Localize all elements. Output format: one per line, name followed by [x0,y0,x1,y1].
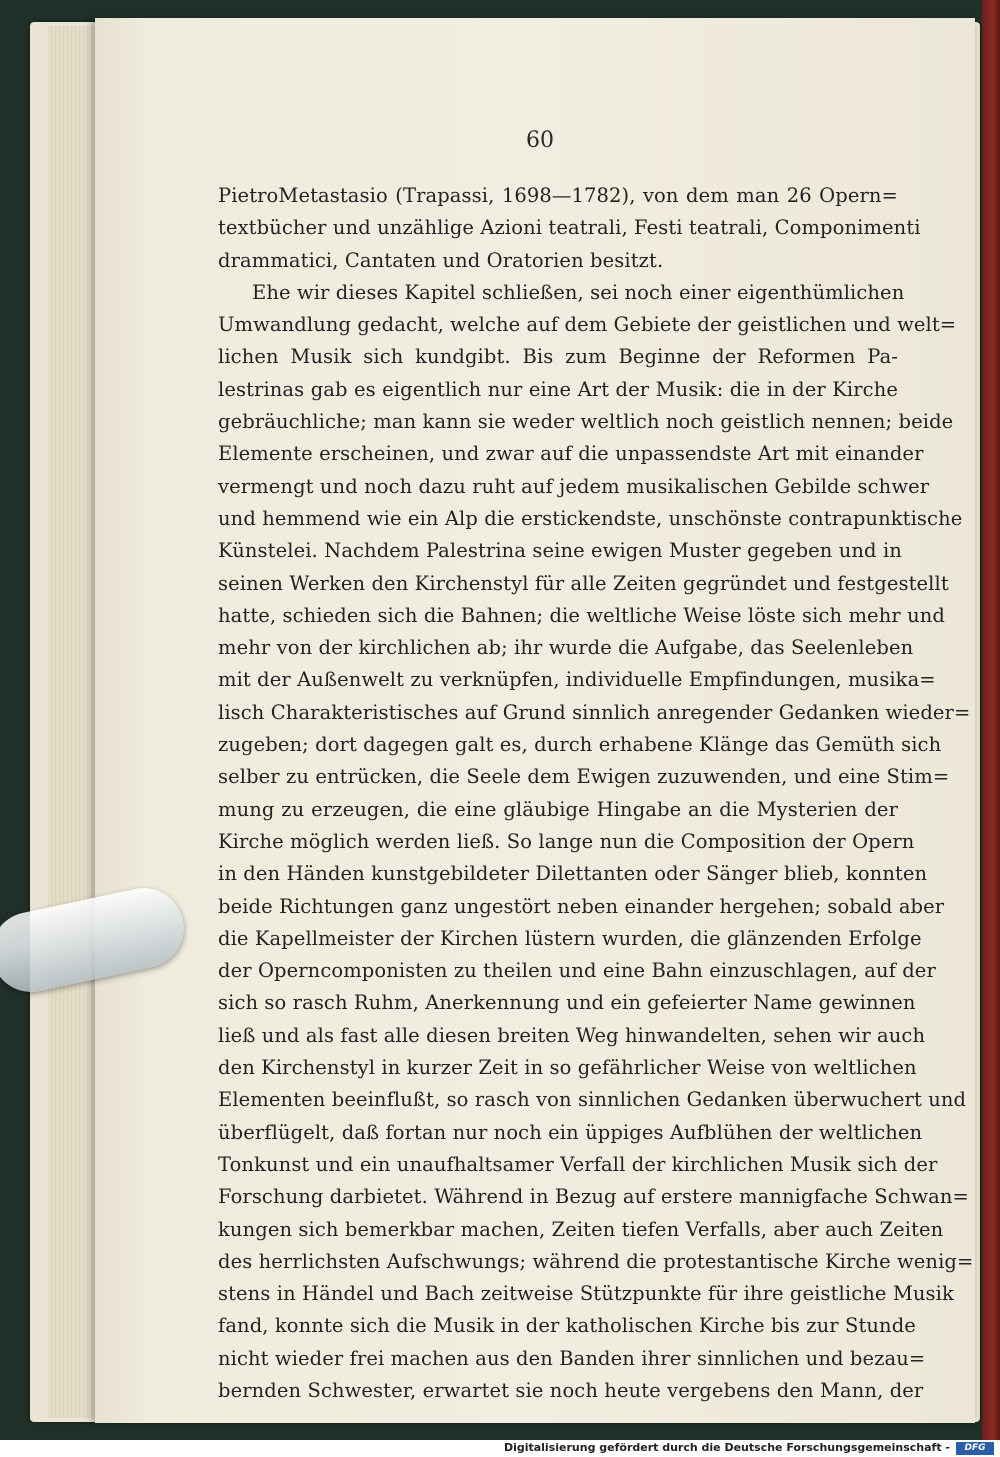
text-line: vermengt und noch dazu ruht auf jedem musikalischen Gebilde schwer [218,474,930,498]
text-line: fand, konnte sich die Musik in der katholischen Kirche bis zur Stunde [218,1314,916,1338]
text-line: beide Richtungen ganz ungestört neben einander hergehen; sobald aber [218,894,945,918]
text-line: Elementen beeinflußt, so rasch von sinnlichen Gedanken überwuchert und [218,1088,967,1112]
text-line: des herrlichsten Aufschwungs; während die protestantische Kirche wenig= [218,1249,974,1273]
text-line: lisch Charakteristisches auf Grund sinnlich anregender Gedanken wieder= [218,700,971,724]
text-line: lichen Musik sich kundgibt. Bis zum Beginne der Reformen Pa- [218,345,898,369]
text-line: und hemmend wie ein Alp die erstickendste, unschönste contrapunktische [218,506,963,530]
text-line: hatte, schieden sich die Bahnen; die weltliche Weise löste sich mehr und [218,603,945,627]
text-line: Tonkunst und ein unaufhaltsamer Verfall der kirchlichen Musik sich der [218,1152,938,1176]
text-line: lestrinas gab es eigentlich nur eine Art der Musik: die in der Kirche [218,377,898,401]
text-line: der Operncomponisten zu theilen und eine Bahn einzuschlagen, auf der [218,959,936,983]
text-line: zugeben; dort dagegen galt es, durch erhabene Klänge das Gemüth sich [218,733,942,757]
text-line: die Kapellmeister der Kirchen lüstern wurden, die glänzenden Erfolge [218,926,922,950]
text-line: Forschung darbietet. Während in Bezug auf erstere mannigfache Schwan= [218,1185,969,1209]
text-line: nicht wieder frei machen aus den Banden ihrer sinnlichen und bezau= [218,1346,926,1370]
book-cover-edge [982,0,1000,1440]
body-text [218,180,974,1407]
text-line: Künstelei. Nachdem Palestrina seine ewigen Muster gegeben und in [218,539,902,563]
text-line: ließ und als fast alle diesen breiten Weg hinwandelten, sehen wir auch [218,1023,926,1047]
text-line: mung zu erzeugen, die eine gläubige Hingabe an die Mysterien der [218,797,898,821]
text-line: mehr von der kirchlichen ab; ihr wurde die Aufgabe, das Seelenleben [218,636,914,660]
footer-credit: Digitalisierung gefördert durch die Deutsche Forschungsgemeinschaft - [503,1441,950,1454]
text-line: stens in Händel und Bach zeitweise Stützpunkte für ihre geistliche Musik [218,1282,954,1306]
text-line: PietroMetastasio (Trapassi, 1698—1782), von dem man 26 Opern= [218,184,898,207]
text-line: Umwandlung gedacht, welche auf dem Gebiete der geistlichen und welt= [218,313,957,337]
text-line: seinen Werken den Kirchenstyl für alle Zeiten gegründet und festgestellt [218,571,949,595]
text-line: Elemente erscheinen, und zwar auf die unpassendste Art mit einander [218,442,924,466]
text-line: selber zu entrücken, die Seele dem Ewigen zuzuwenden, und eine Stim= [218,765,950,789]
text-line: kungen sich bemerkbar machen, Zeiten tiefen Verfalls, aber auch Zeiten [218,1217,944,1241]
page-number: 60 [526,128,554,153]
text-line: mit der Außenwelt zu verknüpfen, individuelle Empfindungen, musika= [218,668,936,692]
text-line: drammatici, Cantaten und Oratorien besitzt. [218,248,664,272]
text-line: Ehe wir dieses Kapitel schließen, sei noch einer eigenthümlichen [252,280,905,304]
text-line: sich so rasch Ruhm, Anerkennung und ein gefeierter Name gewinnen [218,991,916,1015]
text-line: überflügelt, daß fortan nur noch ein üppiges Aufblühen der weltlichen [218,1120,923,1144]
text-line: in den Händen kunstgebildeter Dilettanten oder Sänger blieb, konnten [218,862,928,886]
text-line: gebräuchliche; man kann sie weder weltlich noch geistlich nennen; beide [218,410,954,434]
text-line: den Kirchenstyl in kurzer Zeit in so gefährlicher Weise von weltlichen [218,1056,917,1080]
text-line: textbücher und unzählige Azioni teatrali, Festi teatrali, Componimenti [218,216,921,240]
text-line: bernden Schwester, erwartet sie noch heute vergebens den Mann, der [218,1378,924,1402]
digitization-footer [0,1440,1000,1457]
dfg-logo: DFG [956,1442,994,1455]
text-line: Kirche möglich werden ließ. So lange nun die Composition der Opern [218,829,915,853]
